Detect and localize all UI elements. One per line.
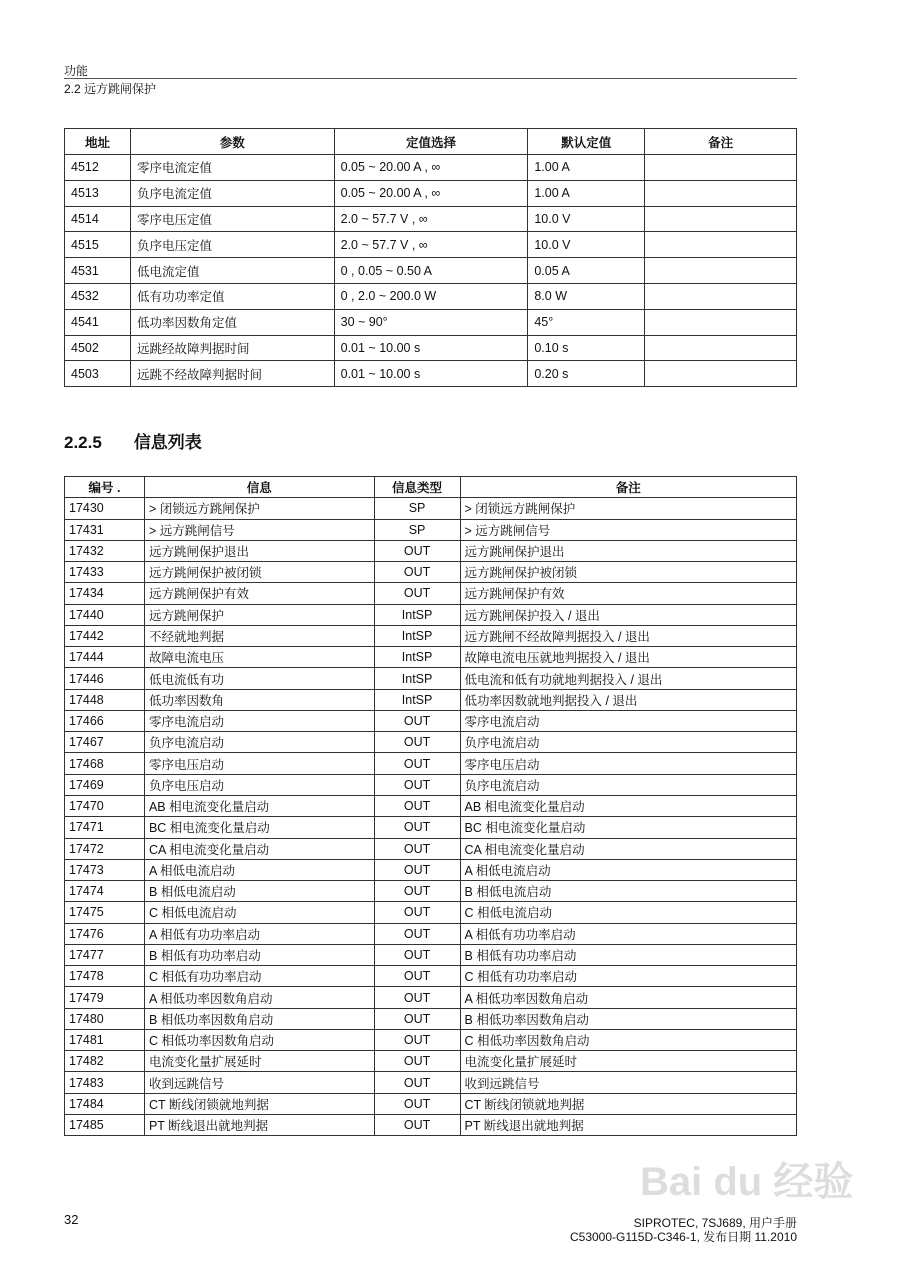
table-cell: 0.01 ~ 10.00 s (334, 335, 528, 361)
table-cell: 17477 (65, 944, 145, 965)
table-cell: 零序电流启动 (144, 710, 374, 731)
table-cell: 远方跳闸保护 (144, 604, 374, 625)
table-cell: 1.00 A (528, 155, 645, 181)
table-row (65, 881, 797, 902)
table-cell: 电流变化量扩展延时 (144, 1051, 374, 1072)
table-cell: 4514 (65, 206, 131, 232)
table-cell: 2.0 ~ 57.7 V , ∞ (334, 232, 528, 258)
table-cell: CA 相电流变化量启动 (144, 838, 374, 859)
table-cell: C 相低功率因数角启动 (144, 1029, 374, 1050)
column-header: 备注 (645, 129, 797, 155)
table-cell: 17433 (65, 562, 145, 583)
table-row (65, 795, 797, 816)
section-header: 2.2 远方跳闸保护 (64, 82, 157, 96)
table-cell (645, 155, 797, 181)
table-row (65, 923, 797, 944)
table-cell: C 相低有功功率启动 (460, 966, 796, 987)
table-cell: 远方跳闸保护投入 / 退出 (460, 604, 796, 625)
table-row (65, 902, 797, 923)
info-table (64, 476, 797, 1136)
table-cell: IntSP (374, 625, 460, 646)
table-row (65, 283, 797, 309)
table-cell: 低电流定值 (130, 258, 334, 284)
table-row (65, 1072, 797, 1093)
table-row (65, 583, 797, 604)
table-cell: OUT (374, 944, 460, 965)
table-cell: 17474 (65, 881, 145, 902)
table-row (65, 206, 797, 232)
table-cell: 17475 (65, 902, 145, 923)
baidu-watermark: Bai du 经验 (640, 1160, 854, 1204)
table-cell: 17472 (65, 838, 145, 859)
table-cell: 17440 (65, 604, 145, 625)
table-cell: > 闭锁远方跳闸保护 (460, 498, 796, 519)
table-row (65, 987, 797, 1008)
table-cell: OUT (374, 902, 460, 923)
table-cell: 电流变化量扩展延时 (460, 1051, 796, 1072)
table-row (65, 859, 797, 880)
table-cell (645, 232, 797, 258)
table-cell: 故障电流电压 (144, 647, 374, 668)
table-cell (645, 206, 797, 232)
table-cell: 4503 (65, 361, 131, 387)
table-cell: OUT (374, 753, 460, 774)
table-cell: 17442 (65, 625, 145, 646)
table-row (65, 604, 797, 625)
table-cell: 17432 (65, 540, 145, 561)
table-cell: 17470 (65, 795, 145, 816)
table-cell: > 闭锁远方跳闸保护 (144, 498, 374, 519)
table-cell: 17431 (65, 519, 145, 540)
table-cell: 4515 (65, 232, 131, 258)
table-cell: OUT (374, 774, 460, 795)
table-cell: 17485 (65, 1114, 145, 1135)
table-cell: 不经就地判据 (144, 625, 374, 646)
table-cell: AB 相电流变化量启动 (144, 795, 374, 816)
settings-table (64, 128, 797, 387)
table-cell: 0.10 s (528, 335, 645, 361)
column-header: 备注 (460, 477, 796, 498)
table-cell: A 相低电流启动 (144, 859, 374, 880)
table-cell: 负序电压启动 (144, 774, 374, 795)
table-row (65, 361, 797, 387)
table-cell: 负序电流定值 (130, 180, 334, 206)
column-header: 信息类型 (374, 477, 460, 498)
table-cell: IntSP (374, 604, 460, 625)
table-cell: IntSP (374, 668, 460, 689)
table-cell: SP (374, 519, 460, 540)
table-cell: 低功率因数角 (144, 689, 374, 710)
table-cell: OUT (374, 562, 460, 583)
table-cell: A 相低有功功率启动 (144, 923, 374, 944)
table-cell: 负序电流启动 (460, 732, 796, 753)
table-cell: 收到远跳信号 (460, 1072, 796, 1093)
table-cell: 17480 (65, 1008, 145, 1029)
column-header: 定值选择 (334, 129, 528, 155)
table-cell: A 相低电流启动 (460, 859, 796, 880)
section-name: 信息列表 (133, 433, 202, 452)
column-header: 地址 (65, 129, 131, 155)
table-cell: 收到远跳信号 (144, 1072, 374, 1093)
table-cell: 0 , 2.0 ~ 200.0 W (334, 283, 528, 309)
table-cell: 2.0 ~ 57.7 V , ∞ (334, 206, 528, 232)
table-cell: 0 , 0.05 ~ 0.50 A (334, 258, 528, 284)
footer-doc-id: C53000-G115D-C346-1, 发布日期 11.2010 (569, 1230, 797, 1244)
table-cell: A 相低功率因数角启动 (460, 987, 796, 1008)
table-cell: 零序电流启动 (460, 710, 796, 731)
table-cell: OUT (374, 923, 460, 944)
table-cell: 负序电流启动 (460, 774, 796, 795)
table-cell: 远跳经故障判据时间 (130, 335, 334, 361)
table-cell: PT 断线退出就地判据 (460, 1114, 796, 1135)
column-header: 编号 . (65, 477, 145, 498)
table-row (65, 838, 797, 859)
section-number: 2.2.5 (64, 433, 102, 452)
table-cell: OUT (374, 1051, 460, 1072)
table-cell (645, 283, 797, 309)
table-cell: 17473 (65, 859, 145, 880)
table-cell: 远方跳闸保护退出 (144, 540, 374, 561)
table-cell: 17446 (65, 668, 145, 689)
table-cell: OUT (374, 710, 460, 731)
table-cell (645, 180, 797, 206)
table-cell: 17471 (65, 817, 145, 838)
table-cell: OUT (374, 987, 460, 1008)
table-cell: 17478 (65, 966, 145, 987)
table-cell: 17434 (65, 583, 145, 604)
header-rule (64, 78, 797, 79)
table-row (65, 540, 797, 561)
table-cell (645, 258, 797, 284)
table-cell: B 相低有功功率启动 (460, 944, 796, 965)
table-cell: 17468 (65, 753, 145, 774)
table-cell: CT 断线闭锁就地判据 (460, 1093, 796, 1114)
table-cell: 17466 (65, 710, 145, 731)
chapter-header: 功能 (64, 64, 89, 78)
table-cell: OUT (374, 859, 460, 880)
table-cell: 8.0 W (528, 283, 645, 309)
table-row (65, 817, 797, 838)
footer (570, 1216, 797, 1244)
table-row (65, 625, 797, 646)
page-number: 32 (64, 1212, 79, 1227)
column-header: 信息 (144, 477, 374, 498)
table-cell: 低有功功率定值 (130, 283, 334, 309)
table-cell: 1.00 A (528, 180, 645, 206)
table-cell: 远跳不经故障判据时间 (130, 361, 334, 387)
section-title (64, 428, 202, 453)
table-row (65, 732, 797, 753)
table-cell: 负序电流启动 (144, 732, 374, 753)
table-cell: 远方跳闸保护被闭锁 (460, 562, 796, 583)
table-cell: > 远方跳闸信号 (460, 519, 796, 540)
table-cell: BC 相电流变化量启动 (144, 817, 374, 838)
table-cell: OUT (374, 1029, 460, 1050)
table-cell: OUT (374, 817, 460, 838)
table-cell: 17479 (65, 987, 145, 1008)
table-row (65, 944, 797, 965)
table-cell: 低电流和低有功就地判据投入 / 退出 (460, 668, 796, 689)
table-cell: A 相低有功功率启动 (460, 923, 796, 944)
table-row (65, 1093, 797, 1114)
table-cell: OUT (374, 583, 460, 604)
table-cell: 17430 (65, 498, 145, 519)
table-cell: B 相低电流启动 (144, 881, 374, 902)
table-cell: 远方跳闸保护有效 (460, 583, 796, 604)
table-row (65, 258, 797, 284)
table-cell: SP (374, 498, 460, 519)
table-cell: AB 相电流变化量启动 (460, 795, 796, 816)
table-cell: 30 ~ 90° (334, 309, 528, 335)
table-row (65, 689, 797, 710)
table-row (65, 668, 797, 689)
table-cell: 4532 (65, 283, 131, 309)
table-cell: OUT (374, 881, 460, 902)
table-cell: C 相低功率因数角启动 (460, 1029, 796, 1050)
table-cell: 4513 (65, 180, 131, 206)
footer-product: SIPROTEC, 7SJ689, 用户手册 (633, 1216, 797, 1230)
table-row (65, 562, 797, 583)
table-cell: 零序电压定值 (130, 206, 334, 232)
table-row (65, 1008, 797, 1029)
table-cell: 低功率因数角定值 (130, 309, 334, 335)
table-cell: OUT (374, 540, 460, 561)
table-cell: A 相低功率因数角启动 (144, 987, 374, 1008)
table-cell: IntSP (374, 647, 460, 668)
table-cell: CT 断线闭锁就地判据 (144, 1093, 374, 1114)
table-cell: 17484 (65, 1093, 145, 1114)
table-cell: B 相低功率因数角启动 (144, 1008, 374, 1029)
table-cell: 远方跳闸保护退出 (460, 540, 796, 561)
table-cell: PT 断线退出就地判据 (144, 1114, 374, 1135)
table-cell: 零序电压启动 (460, 753, 796, 774)
table-cell: 45° (528, 309, 645, 335)
table-cell: OUT (374, 1072, 460, 1093)
table-row (65, 180, 797, 206)
table-row (65, 710, 797, 731)
table-cell: 17482 (65, 1051, 145, 1072)
table-row (65, 498, 797, 519)
table-cell: 10.0 V (528, 232, 645, 258)
table-row (65, 309, 797, 335)
table-cell (645, 361, 797, 387)
table-cell: OUT (374, 1008, 460, 1029)
table-cell: OUT (374, 1114, 460, 1135)
table-row (65, 232, 797, 258)
table-cell: 17483 (65, 1072, 145, 1093)
table-cell: 零序电压启动 (144, 753, 374, 774)
table-cell: IntSP (374, 689, 460, 710)
table-row (65, 1051, 797, 1072)
table-cell: 远方跳闸保护被闭锁 (144, 562, 374, 583)
table-cell: C 相低电流启动 (144, 902, 374, 923)
table-cell: OUT (374, 795, 460, 816)
table-row (65, 647, 797, 668)
table-cell: 低功率因数就地判据投入 / 退出 (460, 689, 796, 710)
table-cell: 0.05 A (528, 258, 645, 284)
table-cell: 0.05 ~ 20.00 A , ∞ (334, 180, 528, 206)
table-cell: 零序电流定值 (130, 155, 334, 181)
table-cell: 0.01 ~ 10.00 s (334, 361, 528, 387)
table-row (65, 1029, 797, 1050)
table-cell: BC 相电流变化量启动 (460, 817, 796, 838)
table-cell: 远方跳闸不经故障判据投入 / 退出 (460, 625, 796, 646)
table-cell: 10.0 V (528, 206, 645, 232)
table-cell: 17448 (65, 689, 145, 710)
table-cell: C 相低有功功率启动 (144, 966, 374, 987)
table-cell: 4541 (65, 309, 131, 335)
table-cell: 4502 (65, 335, 131, 361)
table-row (65, 335, 797, 361)
table-cell: B 相低功率因数角启动 (460, 1008, 796, 1029)
table-cell: 低电流低有功 (144, 668, 374, 689)
table-cell: > 远方跳闸信号 (144, 519, 374, 540)
table-cell: 负序电压定值 (130, 232, 334, 258)
column-header: 参数 (130, 129, 334, 155)
table-row (65, 774, 797, 795)
table-cell: OUT (374, 966, 460, 987)
table-cell: OUT (374, 732, 460, 753)
table-cell: 0.20 s (528, 361, 645, 387)
table-cell: 4512 (65, 155, 131, 181)
table-cell: 4531 (65, 258, 131, 284)
table-cell: OUT (374, 838, 460, 859)
column-header: 默认定值 (528, 129, 645, 155)
table-cell: B 相低有功功率启动 (144, 944, 374, 965)
table-cell (645, 335, 797, 361)
table-cell: 17444 (65, 647, 145, 668)
table-row (65, 1114, 797, 1135)
table-row (65, 753, 797, 774)
table-cell (645, 309, 797, 335)
table-cell: 远方跳闸保护有效 (144, 583, 374, 604)
table-cell: 0.05 ~ 20.00 A , ∞ (334, 155, 528, 181)
table-cell: B 相低电流启动 (460, 881, 796, 902)
table-row (65, 155, 797, 181)
table-row (65, 519, 797, 540)
table-cell: 17467 (65, 732, 145, 753)
table-cell: OUT (374, 1093, 460, 1114)
table-cell: 17469 (65, 774, 145, 795)
table-cell: CA 相电流变化量启动 (460, 838, 796, 859)
table-cell: 故障电流电压就地判据投入 / 退出 (460, 647, 796, 668)
table-cell: 17481 (65, 1029, 145, 1050)
table-row (65, 966, 797, 987)
table-cell: 17476 (65, 923, 145, 944)
table-cell: C 相低电流启动 (460, 902, 796, 923)
